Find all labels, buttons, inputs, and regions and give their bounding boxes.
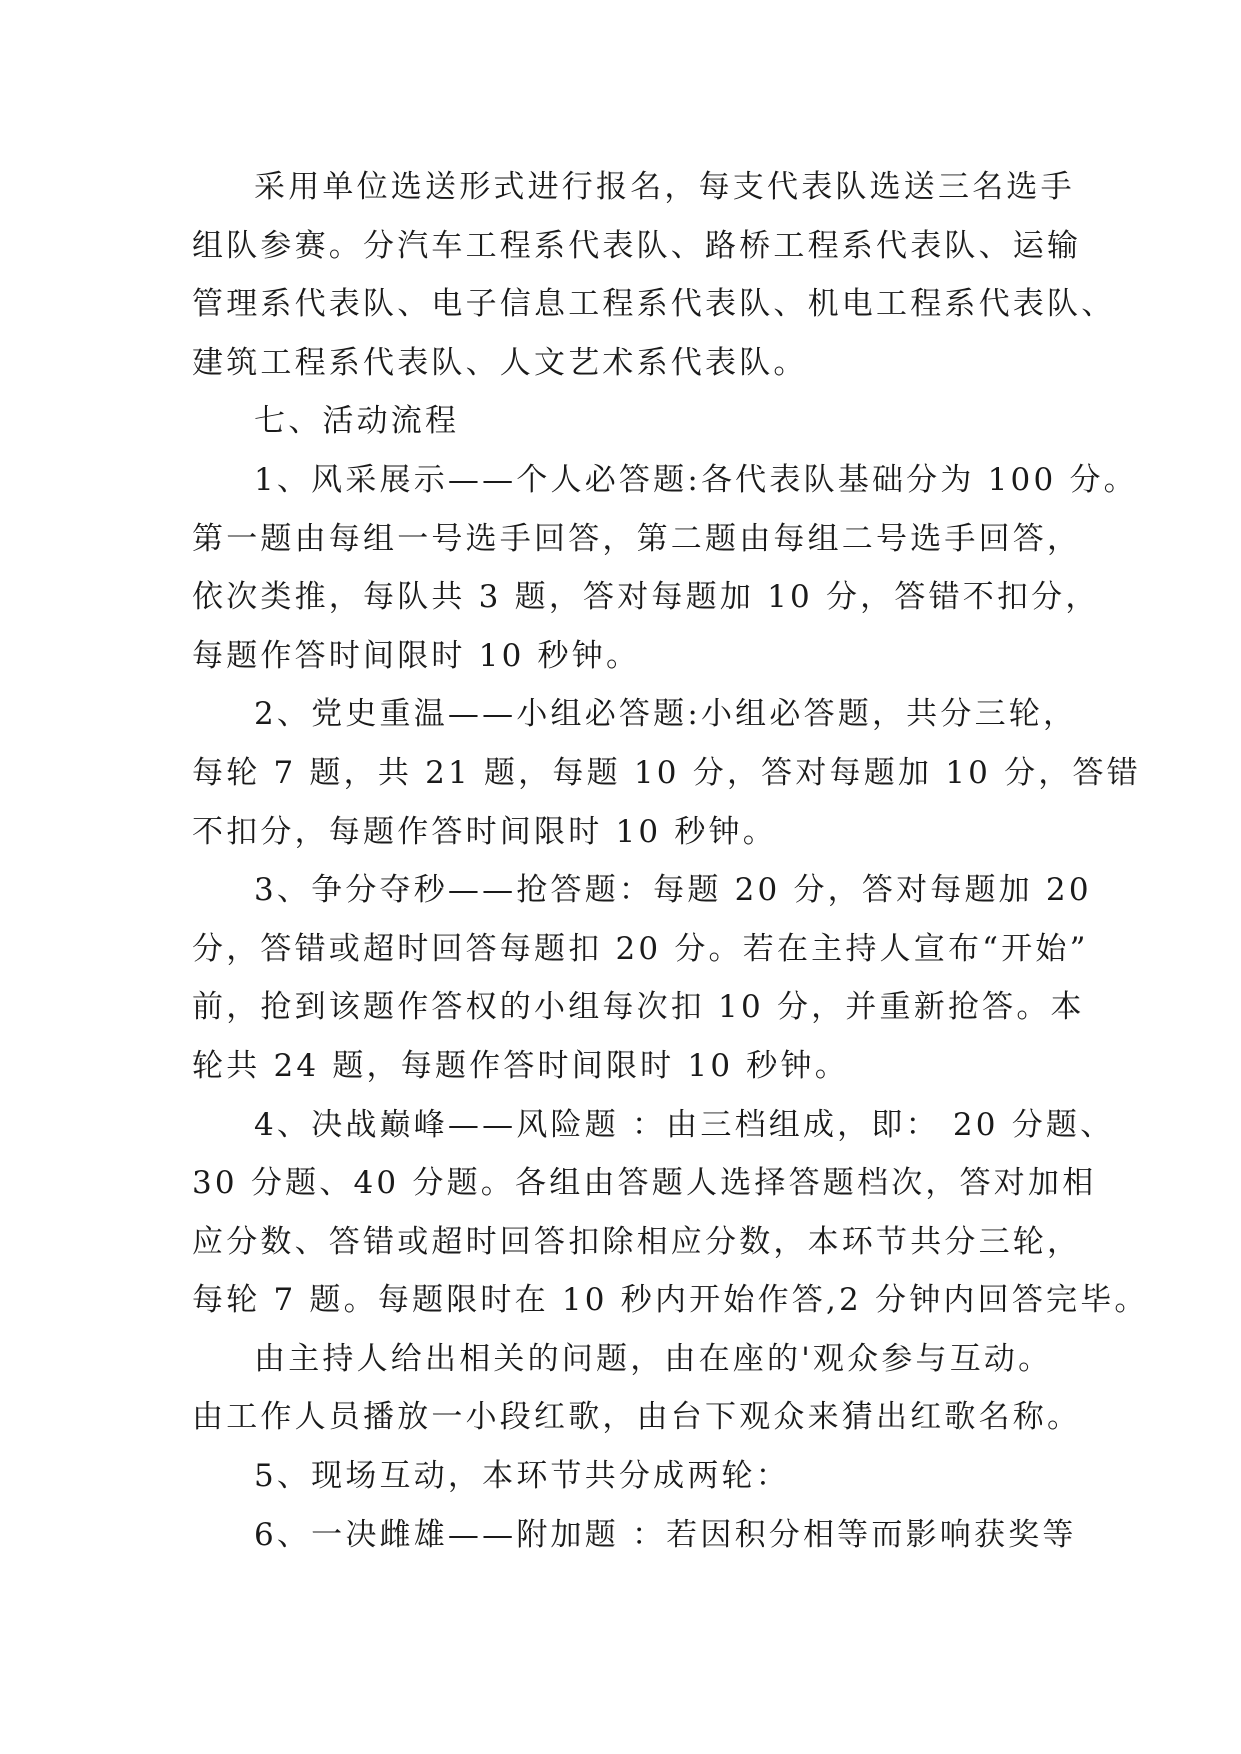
text-line: 建筑工程系代表队、人文艺术系代表队。 xyxy=(192,344,808,381)
text-line: 第一题由每组一号选手回答，第二题由每组二号选手回答， xyxy=(192,520,1082,557)
paragraph-item-3 xyxy=(192,861,1092,1095)
paragraph-item-4 xyxy=(192,1096,1149,1330)
paragraph-item-6 xyxy=(192,1506,1077,1565)
text-line: 依次类推，每队共 3 题，答对每题加 10 分，答错不扣分， xyxy=(192,579,1100,616)
text-line: 由主持人给出相关的问题，由在座的'观众参与互动。 xyxy=(254,1340,1053,1377)
text-line: 分，答错或超时回答每题扣 20 分。若在主持人宣布“开始” xyxy=(192,930,1089,967)
paragraph-audience-interaction xyxy=(192,1330,1082,1447)
text-line: 管理系代表队、电子信息工程系代表队、机电工程系代表队、 xyxy=(192,286,1116,323)
paragraph-registration xyxy=(192,158,1116,392)
text-line: 6、一决雌雄——附加题 ：若因积分相等而影响获奖等 xyxy=(254,1516,1077,1553)
text-line: 2、党史重温——小组必答题:小组必答题，共分三轮， xyxy=(254,696,1078,733)
text-line: 4、决战巅峰——风险题 ：由三档组成，即： 20 分题、 xyxy=(254,1106,1115,1143)
text-line: 七、活动流程 xyxy=(254,403,460,440)
text-line: 每轮 7 题。每题限时在 10 秒内开始作答,2 分钟内回答完毕。 xyxy=(192,1282,1149,1319)
document-body xyxy=(192,158,1149,1564)
text-line: 不扣分，每题作答时间限时 10 秒钟。 xyxy=(192,813,777,850)
text-line: 轮共 24 题，每题作答时间限时 10 秒钟。 xyxy=(192,1047,849,1084)
text-line: 应分数、答错或超时回答扣除相应分数，本环节共分三轮， xyxy=(192,1223,1082,1260)
text-line: 由工作人员播放一小段红歌，由台下观众来猜出红歌名称。 xyxy=(192,1399,1082,1436)
paragraph-item-2 xyxy=(192,685,1141,861)
text-line: 每题作答时间限时 10 秒钟。 xyxy=(192,637,641,674)
text-line: 30 分题、40 分题。各组由答题人选择答题档次，答对加相 xyxy=(192,1165,1097,1202)
paragraph-item-5 xyxy=(192,1447,1052,1506)
text-line: 采用单位选送形式进行报名，每支代表队选送三名选手 xyxy=(254,169,1075,205)
paragraph-item-1 xyxy=(192,451,1138,685)
text-line: 组队参赛。分汽车工程系代表队、路桥工程系代表队、运输 xyxy=(192,227,1082,264)
text-line: 3、争分夺秒——抢答题：每题 20 分，答对每题加 20 xyxy=(254,872,1092,909)
text-line: 5、现场互动，本环节共分成两轮： xyxy=(254,1458,790,1495)
text-line: 前，抢到该题作答权的小组每次扣 10 分，并重新抢答。本 xyxy=(192,989,1085,1026)
text-line: 1、风采展示——个人必答题:各代表队基础分为 100 分。 xyxy=(254,461,1138,498)
section-heading xyxy=(192,392,1052,451)
text-line: 每轮 7 题，共 21 题，每题 10 分，答对每题加 10 分，答错 xyxy=(192,754,1141,791)
